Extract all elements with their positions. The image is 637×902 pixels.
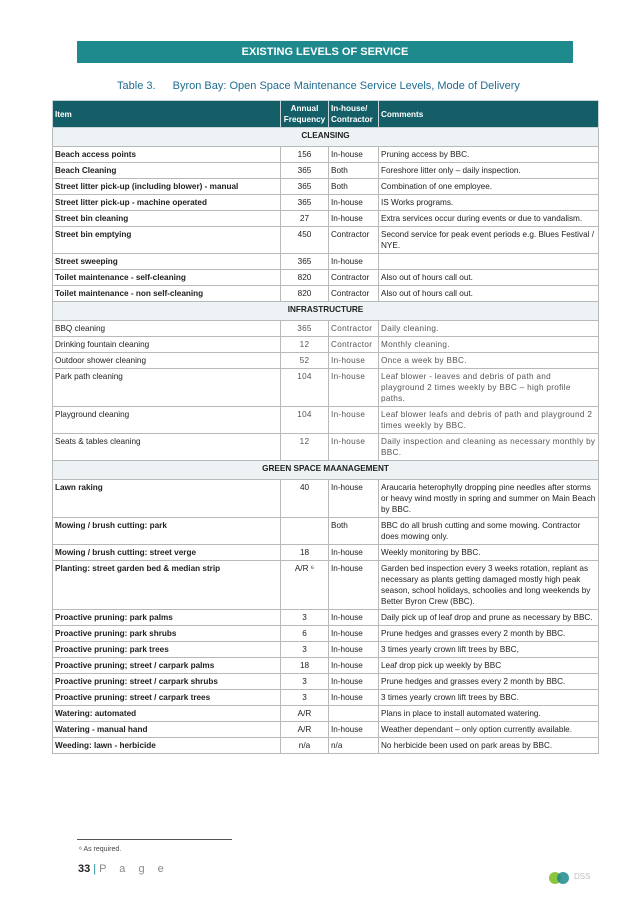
row-item: Proactive pruning: park shrubs xyxy=(53,626,281,642)
row-mode: n/a xyxy=(329,738,379,754)
table-row xyxy=(53,321,599,337)
table-row xyxy=(53,337,599,353)
row-mode: In-house xyxy=(329,642,379,658)
row-comments: Extra services occur during events or due to vandalism. xyxy=(379,211,599,227)
page-number-value: 33 xyxy=(78,863,91,875)
row-mode: In-house xyxy=(329,674,379,690)
table-row xyxy=(53,545,599,561)
table-row xyxy=(53,227,599,254)
row-comments: Daily inspection and cleaning as necessary monthly by BBC. xyxy=(379,434,599,461)
section-title: INFRASTRUCTURE xyxy=(53,302,599,321)
row-frequency: 365 xyxy=(281,254,329,270)
page-label: P a g e xyxy=(99,863,169,875)
table-row xyxy=(53,518,599,545)
row-frequency: 365 xyxy=(281,195,329,211)
row-comments: Araucaria heterophylly dropping pine needles after storms or heavy wind mostly in spring and summer on Main Beach by BBC. xyxy=(379,480,599,518)
row-mode: In-house xyxy=(329,147,379,163)
table-row xyxy=(53,254,599,270)
row-frequency: 365 xyxy=(281,163,329,179)
row-frequency: 12 xyxy=(281,337,329,353)
row-frequency: 365 xyxy=(281,321,329,337)
row-comments xyxy=(379,254,599,270)
table-row xyxy=(53,722,599,738)
table-row xyxy=(53,706,599,722)
row-comments: Prune hedges and grasses every 2 month by BBC. xyxy=(379,674,599,690)
table-row xyxy=(53,561,599,610)
row-item: Street bin cleaning xyxy=(53,211,281,227)
row-comments: Pruning access by BBC. xyxy=(379,147,599,163)
row-frequency xyxy=(281,518,329,545)
row-comments: Also out of hours call out. xyxy=(379,286,599,302)
row-frequency: 27 xyxy=(281,211,329,227)
row-comments: Daily pick up of leaf drop and prune as necessary by BBC. xyxy=(379,610,599,626)
row-comments: No herbicide been used on park areas by BBC. xyxy=(379,738,599,754)
row-item: Proactive pruning: street / carpark shrubs xyxy=(53,674,281,690)
row-mode: In-house xyxy=(329,561,379,610)
row-frequency: 12 xyxy=(281,434,329,461)
row-comments: Weather dependant – only option currently available. xyxy=(379,722,599,738)
row-item: Watering: automated xyxy=(53,706,281,722)
row-frequency: 104 xyxy=(281,369,329,407)
row-mode: Contractor xyxy=(329,321,379,337)
row-item: Weeding: lawn - herbicide xyxy=(53,738,281,754)
row-mode: In-house xyxy=(329,353,379,369)
row-comments: Monthly cleaning. xyxy=(379,337,599,353)
row-item: Proactive pruning; street / carpark palms xyxy=(53,658,281,674)
row-item: Proactive pruning: park trees xyxy=(53,642,281,658)
table-row xyxy=(53,658,599,674)
row-mode: In-house xyxy=(329,434,379,461)
row-mode: Both xyxy=(329,179,379,195)
row-comments: Second service for peak event periods e.g. Blues Festival / NYE. xyxy=(379,227,599,254)
row-comments: Leaf blower - leaves and debris of path and playground 2 times weekly by BBC – high profile paths. xyxy=(379,369,599,407)
row-frequency: 820 xyxy=(281,270,329,286)
row-item: Park path cleaning xyxy=(53,369,281,407)
row-frequency: A/R ⁶ xyxy=(281,561,329,610)
row-comments: BBC do all brush cutting and some mowing. Contractor does mowing only. xyxy=(379,518,599,545)
row-mode: Both xyxy=(329,518,379,545)
row-item: Lawn raking xyxy=(53,480,281,518)
row-item: Seats & tables cleaning xyxy=(53,434,281,461)
row-comments: Foreshore litter only – daily inspection. xyxy=(379,163,599,179)
table-row xyxy=(53,163,599,179)
section-row xyxy=(53,302,599,321)
table-caption xyxy=(0,80,637,92)
table-row xyxy=(53,738,599,754)
table-row xyxy=(53,434,599,461)
header-comments: Comments xyxy=(379,101,599,128)
row-comments: Daily cleaning. xyxy=(379,321,599,337)
row-comments: Weekly monitoring by BBC. xyxy=(379,545,599,561)
row-item: Street bin emptying xyxy=(53,227,281,254)
section-title: CLEANSING xyxy=(53,128,599,147)
row-comments: 3 times yearly crown lift trees by BBC, xyxy=(379,642,599,658)
row-item: Proactive pruning: park palms xyxy=(53,610,281,626)
footnote: ⁶ As required. xyxy=(79,846,122,853)
row-comments: Leaf drop pick up weekly by BBC xyxy=(379,658,599,674)
table-row xyxy=(53,353,599,369)
table-body xyxy=(53,128,599,754)
row-item: Beach Cleaning xyxy=(53,163,281,179)
row-frequency: 3 xyxy=(281,674,329,690)
service-levels-table xyxy=(52,100,599,754)
table-row xyxy=(53,626,599,642)
row-item: Beach access points xyxy=(53,147,281,163)
header-item: Item xyxy=(53,101,281,128)
table-row xyxy=(53,690,599,706)
table-row xyxy=(53,195,599,211)
row-mode: In-house xyxy=(329,658,379,674)
section-title: GREEN SPACE MAANAGEMENT xyxy=(53,461,599,480)
row-frequency: A/R xyxy=(281,722,329,738)
row-mode: In-house xyxy=(329,195,379,211)
row-item: Watering - manual hand xyxy=(53,722,281,738)
row-mode: In-house xyxy=(329,480,379,518)
row-frequency: 450 xyxy=(281,227,329,254)
table-row xyxy=(53,610,599,626)
row-comments: Combination of one employee. xyxy=(379,179,599,195)
row-item: Street litter pick-up (including blower) - manual xyxy=(53,179,281,195)
row-mode: In-house xyxy=(329,545,379,561)
row-frequency: 18 xyxy=(281,545,329,561)
row-item: Playground cleaning xyxy=(53,407,281,434)
row-item: Toilet maintenance - non self-cleaning xyxy=(53,286,281,302)
table-row xyxy=(53,642,599,658)
table-title: Byron Bay: Open Space Maintenance Service Levels, Mode of Delivery xyxy=(172,80,520,92)
row-comments: Leaf blower leafs and debris of path and playground 2 times weekly by BBC. xyxy=(379,407,599,434)
row-frequency: 3 xyxy=(281,610,329,626)
row-comments: Garden bed inspection every 3 weeks rotation, replant as necessary as plants getting damaged mostly high peak season, school holidays, schoolies and long weekends by Better Byron Crew (BBC). xyxy=(379,561,599,610)
row-comments: Plans in place to install automated watering. xyxy=(379,706,599,722)
row-item: Planting: street garden bed & median strip xyxy=(53,561,281,610)
row-frequency: 52 xyxy=(281,353,329,369)
section-row xyxy=(53,461,599,480)
row-mode: In-house xyxy=(329,626,379,642)
row-mode: In-house xyxy=(329,610,379,626)
table-header-row xyxy=(53,101,599,128)
table-row xyxy=(53,211,599,227)
row-mode: Contractor xyxy=(329,337,379,353)
page-number xyxy=(78,863,169,875)
table-number: Table 3. xyxy=(117,80,156,92)
footnote-divider xyxy=(77,839,232,840)
row-mode: Both xyxy=(329,163,379,179)
row-mode: In-house xyxy=(329,254,379,270)
row-item: Outdoor shower cleaning xyxy=(53,353,281,369)
row-item: Toilet maintenance - self-cleaning xyxy=(53,270,281,286)
company-logo-icon xyxy=(548,871,570,885)
header-mode: In-house/ Contractor xyxy=(329,101,379,128)
row-item: BBQ cleaning xyxy=(53,321,281,337)
row-comments: Prune hedges and grasses every 2 month by BBC. xyxy=(379,626,599,642)
row-frequency: 3 xyxy=(281,690,329,706)
table-row xyxy=(53,270,599,286)
row-mode: In-house xyxy=(329,407,379,434)
row-frequency: 40 xyxy=(281,480,329,518)
section-row xyxy=(53,128,599,147)
page-separator: | xyxy=(93,863,97,875)
row-mode: Contractor xyxy=(329,270,379,286)
row-mode: Contractor xyxy=(329,227,379,254)
table-row xyxy=(53,674,599,690)
row-frequency: 365 xyxy=(281,179,329,195)
row-frequency: 6 xyxy=(281,626,329,642)
logo-text: DSS xyxy=(574,872,591,881)
row-mode: In-house xyxy=(329,369,379,407)
row-frequency: 104 xyxy=(281,407,329,434)
row-item: Drinking fountain cleaning xyxy=(53,337,281,353)
row-mode: Contractor xyxy=(329,286,379,302)
row-mode: In-house xyxy=(329,722,379,738)
row-frequency: n/a xyxy=(281,738,329,754)
row-frequency: 18 xyxy=(281,658,329,674)
row-frequency: 156 xyxy=(281,147,329,163)
row-item: Mowing / brush cutting: park xyxy=(53,518,281,545)
table-row xyxy=(53,369,599,407)
banner-heading: EXISTING LEVELS OF SERVICE xyxy=(77,41,573,63)
row-frequency: 3 xyxy=(281,642,329,658)
table-row xyxy=(53,179,599,195)
row-mode: In-house xyxy=(329,211,379,227)
table-row xyxy=(53,480,599,518)
row-comments: Also out of hours call out. xyxy=(379,270,599,286)
row-item: Street litter pick-up - machine operated xyxy=(53,195,281,211)
header-frequency: Annual Frequency xyxy=(281,101,329,128)
row-mode xyxy=(329,706,379,722)
row-comments: 3 times yearly crown lift trees by BBC. xyxy=(379,690,599,706)
row-frequency: 820 xyxy=(281,286,329,302)
row-comments: IS Works programs. xyxy=(379,195,599,211)
table-row xyxy=(53,407,599,434)
row-frequency: A/R xyxy=(281,706,329,722)
row-mode: In-house xyxy=(329,690,379,706)
row-item: Street sweeping xyxy=(53,254,281,270)
row-comments: Once a week by BBC. xyxy=(379,353,599,369)
table-row xyxy=(53,286,599,302)
table-row xyxy=(53,147,599,163)
row-item: Mowing / brush cutting: street verge xyxy=(53,545,281,561)
row-item: Proactive pruning: street / carpark trees xyxy=(53,690,281,706)
